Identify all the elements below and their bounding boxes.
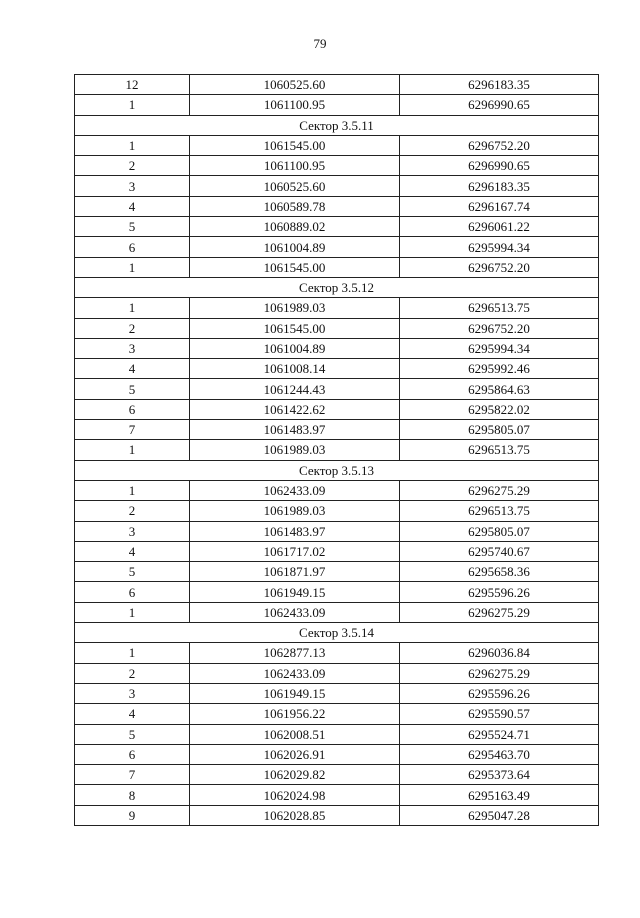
x-coordinate-cell: 1062433.09 <box>190 663 400 683</box>
table-row <box>75 237 599 257</box>
y-coordinate-cell: 6296183.35 <box>400 176 599 196</box>
x-coordinate-cell: 1061244.43 <box>190 379 400 399</box>
point-number-cell: 3 <box>75 521 190 541</box>
y-coordinate-cell: 6295994.34 <box>400 237 599 257</box>
x-coordinate-cell: 1061956.22 <box>190 704 400 724</box>
table-row <box>75 805 599 825</box>
point-number-cell: 1 <box>75 643 190 663</box>
table-row <box>75 359 599 379</box>
y-coordinate-cell: 6296167.74 <box>400 196 599 216</box>
point-number-cell: 8 <box>75 785 190 805</box>
x-coordinate-cell: 1061545.00 <box>190 257 400 277</box>
x-coordinate-cell: 1061004.89 <box>190 338 400 358</box>
page-number: 79 <box>313 36 327 51</box>
y-coordinate-cell: 6295596.26 <box>400 683 599 703</box>
y-coordinate-cell: 6295596.26 <box>400 582 599 602</box>
y-coordinate-cell: 6296513.75 <box>400 298 599 318</box>
x-coordinate-cell: 1061989.03 <box>190 440 400 460</box>
sector-title: Сектор 3.5.11 <box>75 115 599 135</box>
x-coordinate-cell: 1061717.02 <box>190 541 400 561</box>
x-coordinate-cell: 1061545.00 <box>190 318 400 338</box>
table-row <box>75 704 599 724</box>
point-number-cell: 6 <box>75 237 190 257</box>
x-coordinate-cell: 1060525.60 <box>190 75 400 95</box>
point-number-cell: 5 <box>75 724 190 744</box>
x-coordinate-cell: 1061949.15 <box>190 582 400 602</box>
y-coordinate-cell: 6295822.02 <box>400 399 599 419</box>
y-coordinate-cell: 6295864.63 <box>400 379 599 399</box>
y-coordinate-cell: 6295047.28 <box>400 805 599 825</box>
x-coordinate-cell: 1061545.00 <box>190 135 400 155</box>
y-coordinate-cell: 6295463.70 <box>400 744 599 764</box>
table-row <box>75 744 599 764</box>
table-row <box>75 379 599 399</box>
point-number-cell: 1 <box>75 95 190 115</box>
point-number-cell: 12 <box>75 75 190 95</box>
point-number-cell: 5 <box>75 562 190 582</box>
point-number-cell: 1 <box>75 602 190 622</box>
point-number-cell: 6 <box>75 582 190 602</box>
x-coordinate-cell: 1062028.85 <box>190 805 400 825</box>
y-coordinate-cell: 6295805.07 <box>400 521 599 541</box>
x-coordinate-cell: 1062024.98 <box>190 785 400 805</box>
table-row <box>75 135 599 155</box>
table-row <box>75 785 599 805</box>
table-row <box>75 298 599 318</box>
x-coordinate-cell: 1060525.60 <box>190 176 400 196</box>
table-row <box>75 399 599 419</box>
x-coordinate-cell: 1061989.03 <box>190 298 400 318</box>
point-number-cell: 7 <box>75 765 190 785</box>
y-coordinate-cell: 6296183.35 <box>400 75 599 95</box>
y-coordinate-cell: 6295590.57 <box>400 704 599 724</box>
point-number-cell: 1 <box>75 480 190 500</box>
table-row <box>75 440 599 460</box>
y-coordinate-cell: 6296752.20 <box>400 135 599 155</box>
x-coordinate-cell: 1061989.03 <box>190 501 400 521</box>
table-row <box>75 724 599 744</box>
y-coordinate-cell: 6296061.22 <box>400 217 599 237</box>
table-row <box>75 683 599 703</box>
point-number-cell: 4 <box>75 359 190 379</box>
sector-header-row <box>75 623 599 643</box>
point-number-cell: 5 <box>75 379 190 399</box>
table-row <box>75 338 599 358</box>
y-coordinate-cell: 6295805.07 <box>400 420 599 440</box>
y-coordinate-cell: 6296752.20 <box>400 257 599 277</box>
x-coordinate-cell: 1062026.91 <box>190 744 400 764</box>
point-number-cell: 2 <box>75 663 190 683</box>
x-coordinate-cell: 1062029.82 <box>190 765 400 785</box>
y-coordinate-cell: 6295658.36 <box>400 562 599 582</box>
x-coordinate-cell: 1061008.14 <box>190 359 400 379</box>
point-number-cell: 4 <box>75 704 190 724</box>
coordinates-table <box>74 74 599 826</box>
x-coordinate-cell: 1061422.62 <box>190 399 400 419</box>
point-number-cell: 1 <box>75 257 190 277</box>
sector-title: Сектор 3.5.14 <box>75 623 599 643</box>
table-row <box>75 318 599 338</box>
table-row <box>75 541 599 561</box>
y-coordinate-cell: 6295373.64 <box>400 765 599 785</box>
coordinates-table-body <box>75 75 599 826</box>
point-number-cell: 4 <box>75 196 190 216</box>
y-coordinate-cell: 6296275.29 <box>400 480 599 500</box>
y-coordinate-cell: 6295740.67 <box>400 541 599 561</box>
table-row <box>75 602 599 622</box>
y-coordinate-cell: 6296990.65 <box>400 95 599 115</box>
x-coordinate-cell: 1062433.09 <box>190 602 400 622</box>
x-coordinate-cell: 1062008.51 <box>190 724 400 744</box>
sector-header-row <box>75 460 599 480</box>
point-number-cell: 1 <box>75 298 190 318</box>
sector-title: Сектор 3.5.13 <box>75 460 599 480</box>
y-coordinate-cell: 6296513.75 <box>400 501 599 521</box>
point-number-cell: 9 <box>75 805 190 825</box>
table-row <box>75 501 599 521</box>
y-coordinate-cell: 6295163.49 <box>400 785 599 805</box>
x-coordinate-cell: 1061004.89 <box>190 237 400 257</box>
x-coordinate-cell: 1061949.15 <box>190 683 400 703</box>
table-row <box>75 582 599 602</box>
point-number-cell: 2 <box>75 501 190 521</box>
point-number-cell: 5 <box>75 217 190 237</box>
x-coordinate-cell: 1061871.97 <box>190 562 400 582</box>
point-number-cell: 6 <box>75 399 190 419</box>
point-number-cell: 2 <box>75 156 190 176</box>
y-coordinate-cell: 6295992.46 <box>400 359 599 379</box>
point-number-cell: 3 <box>75 683 190 703</box>
y-coordinate-cell: 6296513.75 <box>400 440 599 460</box>
table-row <box>75 521 599 541</box>
table-row <box>75 95 599 115</box>
sector-header-row <box>75 277 599 297</box>
x-coordinate-cell: 1060889.02 <box>190 217 400 237</box>
table-row <box>75 562 599 582</box>
y-coordinate-cell: 6296036.84 <box>400 643 599 663</box>
y-coordinate-cell: 6296275.29 <box>400 663 599 683</box>
x-coordinate-cell: 1062877.13 <box>190 643 400 663</box>
x-coordinate-cell: 1060589.78 <box>190 196 400 216</box>
point-number-cell: 6 <box>75 744 190 764</box>
x-coordinate-cell: 1062433.09 <box>190 480 400 500</box>
point-number-cell: 7 <box>75 420 190 440</box>
point-number-cell: 3 <box>75 338 190 358</box>
table-row <box>75 480 599 500</box>
x-coordinate-cell: 1061100.95 <box>190 156 400 176</box>
y-coordinate-cell: 6295994.34 <box>400 338 599 358</box>
table-row <box>75 156 599 176</box>
table-row <box>75 196 599 216</box>
y-coordinate-cell: 6296990.65 <box>400 156 599 176</box>
point-number-cell: 1 <box>75 135 190 155</box>
table-row <box>75 75 599 95</box>
x-coordinate-cell: 1061100.95 <box>190 95 400 115</box>
y-coordinate-cell: 6296752.20 <box>400 318 599 338</box>
table-row <box>75 176 599 196</box>
y-coordinate-cell: 6295524.71 <box>400 724 599 744</box>
point-number-cell: 4 <box>75 541 190 561</box>
table-row <box>75 217 599 237</box>
table-row <box>75 257 599 277</box>
x-coordinate-cell: 1061483.97 <box>190 420 400 440</box>
point-number-cell: 1 <box>75 440 190 460</box>
x-coordinate-cell: 1061483.97 <box>190 521 400 541</box>
sector-header-row <box>75 115 599 135</box>
point-number-cell: 3 <box>75 176 190 196</box>
table-row <box>75 663 599 683</box>
point-number-cell: 2 <box>75 318 190 338</box>
sector-title: Сектор 3.5.12 <box>75 277 599 297</box>
y-coordinate-cell: 6296275.29 <box>400 602 599 622</box>
table-row <box>75 765 599 785</box>
table-row <box>75 643 599 663</box>
table-row <box>75 420 599 440</box>
